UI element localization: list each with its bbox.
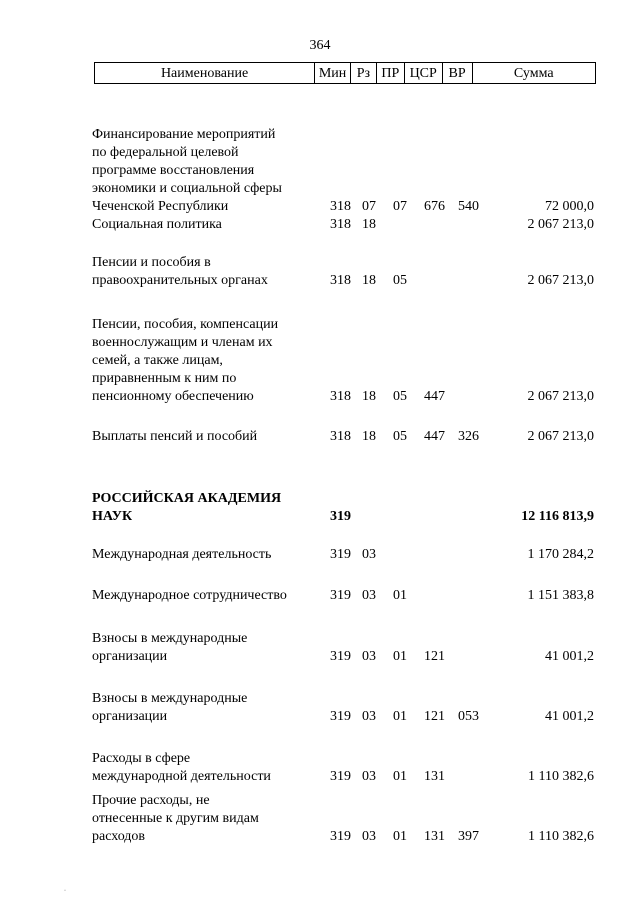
- row-9-min: 319: [330, 709, 351, 724]
- row-0-vr: 540: [458, 199, 479, 214]
- row-0-pr: 07: [393, 199, 407, 214]
- row-7-name: Международное сотрудничество: [92, 588, 287, 603]
- row-0-name: Финансирование мероприятий по федеральной целевой программе восстановления экономики и социальной сферы Чеченской Республики: [92, 127, 282, 214]
- row-8-csr: 121: [424, 649, 445, 664]
- row-1-rz: 18: [362, 217, 376, 232]
- row-10-min: 319: [330, 769, 351, 784]
- row-10-name: Расходы в сфере международной деятельности: [92, 751, 271, 784]
- row-5-sum: 12 116 813,9: [521, 509, 594, 524]
- row-6-sum: 1 170 284,2: [527, 547, 594, 562]
- row-6-rz: 03: [362, 547, 376, 562]
- row-4-min: 318: [330, 429, 351, 444]
- row-9-rz: 03: [362, 709, 376, 724]
- row-8-name: Взносы в международные организации: [92, 631, 248, 664]
- row-10-pr: 01: [393, 769, 407, 784]
- row-1-sum: 2 067 213,0: [527, 217, 594, 232]
- row-7-rz: 03: [362, 588, 376, 603]
- header-csr: ЦСР: [404, 63, 442, 83]
- row-11-rz: 03: [362, 829, 376, 844]
- row-6-name: Международная деятельность: [92, 547, 272, 562]
- footer-mark: ·: [64, 888, 66, 894]
- row-8-min: 319: [330, 649, 351, 664]
- row-3-sum: 2 067 213,0: [527, 389, 594, 404]
- row-4-vr: 326: [458, 429, 479, 444]
- row-5-name: РОССИЙСКАЯ АКАДЕМИЯ НАУК: [92, 491, 282, 524]
- page-number: 364: [309, 38, 331, 53]
- row-0-rz: 07: [362, 199, 376, 214]
- row-3-csr: 447: [424, 389, 445, 404]
- row-10-sum: 1 110 382,6: [528, 769, 594, 784]
- row-9-vr: 053: [458, 709, 479, 724]
- row-2-name: Пенсии и пособия в правоохранительных органах: [92, 255, 268, 288]
- row-1-name: Социальная политика: [92, 217, 222, 232]
- row-3-rz: 18: [362, 389, 376, 404]
- row-8-sum: 41 001,2: [545, 649, 594, 664]
- header-pr: ПР: [376, 63, 404, 83]
- header-min: Мин: [314, 63, 350, 83]
- row-1-min: 318: [330, 217, 351, 232]
- row-10-csr: 131: [424, 769, 445, 784]
- row-7-sum: 1 151 383,8: [527, 588, 594, 603]
- row-5-min: 319: [330, 509, 351, 524]
- row-3-pr: 05: [393, 389, 407, 404]
- row-2-sum: 2 067 213,0: [527, 273, 594, 288]
- table-header: [94, 62, 596, 84]
- row-3-name: Пенсии, пособия, компенсации военнослужащим и членам их семей, а также лицам, приравненным к ним по пенсионному обеспечению: [92, 317, 279, 404]
- row-9-pr: 01: [393, 709, 407, 724]
- row-8-pr: 01: [393, 649, 407, 664]
- row-9-name: Взносы в международные организации: [92, 691, 248, 724]
- row-4-name: Выплаты пенсий и пособий: [92, 429, 258, 444]
- row-4-csr: 447: [424, 429, 445, 444]
- row-4-rz: 18: [362, 429, 376, 444]
- row-11-name: Прочие расходы, не отнесенные к другим видам расходов: [92, 793, 259, 844]
- row-11-csr: 131: [424, 829, 445, 844]
- row-8-rz: 03: [362, 649, 376, 664]
- row-7-min: 319: [330, 588, 351, 603]
- row-2-pr: 05: [393, 273, 407, 288]
- header-rz: Рз: [350, 63, 376, 83]
- header-vr: ВР: [442, 63, 472, 83]
- row-4-sum: 2 067 213,0: [527, 429, 594, 444]
- row-9-sum: 41 001,2: [545, 709, 594, 724]
- row-10-rz: 03: [362, 769, 376, 784]
- row-0-csr: 676: [424, 199, 445, 214]
- row-6-min: 319: [330, 547, 351, 562]
- header-name: Наименование: [160, 66, 249, 81]
- row-4-pr: 05: [393, 429, 407, 444]
- row-9-csr: 121: [424, 709, 445, 724]
- row-2-min: 318: [330, 273, 351, 288]
- row-3-min: 318: [330, 389, 351, 404]
- row-11-min: 319: [330, 829, 351, 844]
- row-0-sum: 72 000,0: [545, 199, 594, 214]
- row-11-vr: 397: [458, 829, 479, 844]
- row-11-sum: 1 110 382,6: [528, 829, 594, 844]
- header-sum: Сумма: [472, 63, 596, 83]
- row-7-pr: 01: [393, 588, 407, 603]
- row-0-min: 318: [330, 199, 351, 214]
- row-2-rz: 18: [362, 273, 376, 288]
- row-11-pr: 01: [393, 829, 407, 844]
